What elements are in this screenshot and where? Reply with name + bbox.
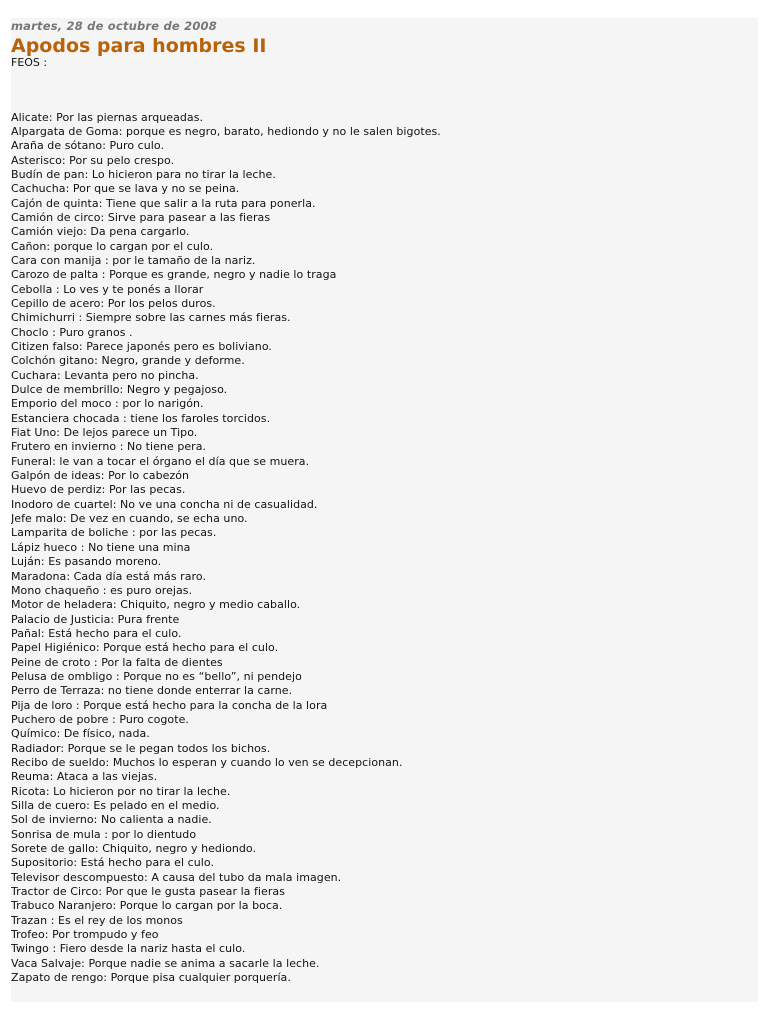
list-item: Luján: Es pasando moreno. xyxy=(11,555,162,569)
list-item: Cara con manija : por le tamaño de la nariz. xyxy=(11,253,256,267)
post-date: martes, 28 de octubre de 2008 xyxy=(11,19,217,33)
list-item: Radiador: Porque se le pegan todos los bichos. xyxy=(11,741,271,755)
list-item: Araña de sótano: Puro culo. xyxy=(11,139,165,153)
list-item: Pija de loro : Porque está hecho para la concha de la lora xyxy=(11,698,328,712)
list-item: Peine de croto : Por la falta de dientes xyxy=(11,655,223,669)
list-item: Ricota: Lo hicieron por no tirar la leche. xyxy=(11,784,231,798)
list-item: Recibo de sueldo: Muchos lo esperan y cuando lo ven se decepcionan. xyxy=(11,755,403,769)
list-item: Sol de invierno: No calienta a nadie. xyxy=(11,813,212,827)
list-item: Inodoro de cuartel: No ve una concha ni de casualidad. xyxy=(11,497,318,511)
list-item: Cajón de quinta: Tiene que salir a la ruta para ponerla. xyxy=(11,196,316,210)
list-item: Reuma: Ataca a las viejas. xyxy=(11,770,158,784)
list-item: Zapato de rengo: Porque pisa cualquier porquería. xyxy=(11,971,291,985)
list-item: Jefe malo: De vez en cuando, se echa uno. xyxy=(11,512,248,526)
list-item: Galpón de ideas: Por lo cabezón xyxy=(11,469,190,483)
list-item: Tractor de Circo: Por que le gusta pasear la fieras xyxy=(11,885,285,899)
list-item: Trofeo: Por trompudo y feo xyxy=(11,928,159,942)
nickname-list xyxy=(11,111,441,986)
list-item: Cebolla : Lo ves y te ponés a llorar xyxy=(11,282,204,296)
list-item: Supositorio: Está hecho para el culo. xyxy=(11,856,214,870)
list-item: Cuchara: Levanta pero no pincha. xyxy=(11,368,199,382)
list-item: Maradona: Cada día está más raro. xyxy=(11,569,206,583)
list-item: Dulce de membrillo: Negro y pegajoso. xyxy=(11,383,228,397)
list-item: Budín de pan: Lo hicieron para no tirar la leche. xyxy=(11,167,276,181)
list-item: Alpargata de Goma: porque es negro, barato, hediondo y no le salen bigotes. xyxy=(11,124,441,138)
list-item: Cachucha: Por que se lava y no se peina. xyxy=(11,182,240,196)
list-item: Emporio del moco : por lo narigón. xyxy=(11,397,204,411)
list-item: Huevo de perdiz: Por las pecas. xyxy=(11,483,186,497)
list-item: Cañon: porque lo cargan por el culo. xyxy=(11,239,214,253)
list-item: Chimichurri : Siempre sobre las carnes más fieras. xyxy=(11,311,291,325)
list-item: Funeral: le van a tocar el órgano el día que se muera. xyxy=(11,454,310,468)
list-item: Trazan : Es el rey de los monos xyxy=(11,913,183,927)
list-item: Camión viejo: Da pena cargarlo. xyxy=(11,225,190,239)
list-item: Colchón gitano: Negro, grande y deforme. xyxy=(11,354,245,368)
list-item: Cepillo de acero: Por los pelos duros. xyxy=(11,296,216,310)
list-item: Papel Higiénico: Porque está hecho para el culo. xyxy=(11,641,279,655)
list-item: Trabuco Naranjero: Porque lo cargan por la boca. xyxy=(11,899,283,913)
list-item: Sorete de gallo: Chiquito, negro y hediondo. xyxy=(11,842,257,856)
list-item: Químico: De físico, nada. xyxy=(11,727,150,741)
list-item: Choclo : Puro granos . xyxy=(11,325,133,339)
list-item: Puchero de pobre : Puro cogote. xyxy=(11,712,189,726)
list-item: Twingo : Fiero desde la nariz hasta el culo. xyxy=(11,942,246,956)
list-item: Televisor descompuesto: A causa del tubo da mala imagen. xyxy=(11,870,342,884)
list-item: Carozo de palta : Porque es grande, negro y nadie lo traga xyxy=(11,268,337,282)
list-item: Silla de cuero: Es pelado en el medio. xyxy=(11,799,220,812)
list-item: Pelusa de ombligo : Porque no es “bello”, ni pendejo xyxy=(11,669,302,683)
list-item: Frutero en invierno : No tiene pera. xyxy=(11,440,207,454)
list-item: Perro de Terraza: no tiene donde enterrar la carne. xyxy=(11,684,293,698)
list-item: Lamparita de boliche : por las pecas. xyxy=(11,526,217,540)
list-item: Citizen falso: Parece japonés pero es boliviano. xyxy=(11,340,272,353)
list-item: Fiat Uno: De lejos parece un Tipo. xyxy=(11,426,198,440)
list-item: Motor de heladera: Chiquito, negro y medio caballo. xyxy=(11,598,301,612)
post-title[interactable]: Apodos para hombres II xyxy=(11,35,267,57)
list-item: Estanciera chocada : tiene los faroles torcidos. xyxy=(11,411,271,425)
list-item: Pañal: Está hecho para el culo. xyxy=(11,626,182,640)
blog-post xyxy=(11,18,758,1002)
list-item: Sonrisa de mula : por lo dientudo xyxy=(11,827,197,841)
list-item: Asterisco: Por su pelo crespo. xyxy=(11,153,175,167)
list-item: Camión de circo: Sirve para pasear a las fieras xyxy=(11,210,271,224)
list-item: Palacio de Justicia: Pura frente xyxy=(11,612,180,626)
post-subheading: FEOS : xyxy=(11,56,48,69)
list-item: Alicate: Por las piernas arqueadas. xyxy=(11,110,204,124)
list-item: Vaca Salvaje: Porque nadie se anima a sacarle la leche. xyxy=(11,956,320,970)
list-item: Lápiz hueco : No tiene una mina xyxy=(11,540,191,554)
list-item: Mono chaqueño : es puro orejas. xyxy=(11,583,193,597)
